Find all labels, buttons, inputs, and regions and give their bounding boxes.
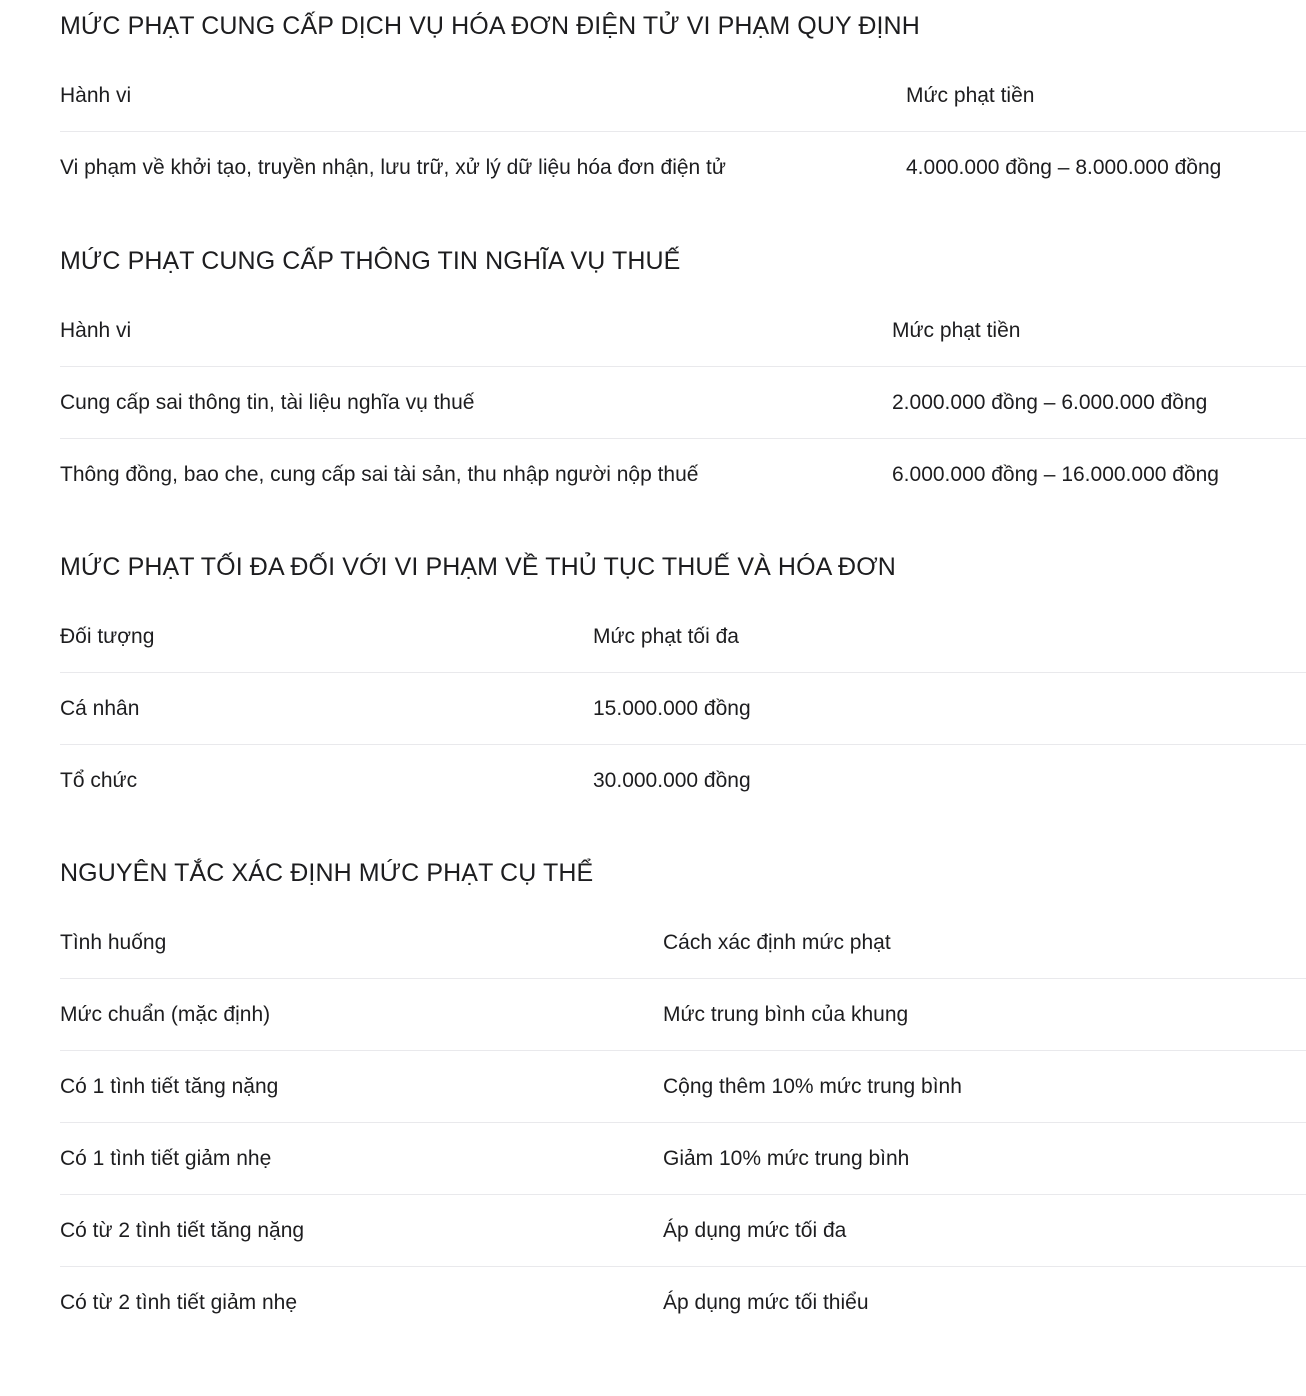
column-header: Hành vi [60,319,132,342]
table-cell: Thông đồng, bao che, cung cấp sai tài sản, thu nhập người nộp thuế [60,463,699,486]
table-cell: Có từ 2 tình tiết giảm nhẹ [60,1291,298,1314]
penalty-table [60,295,1306,510]
section-title: MỨC PHẠT CUNG CẤP THÔNG TIN NGHĨA VỤ THUẾ [60,247,681,275]
table-cell: Có 1 tình tiết tăng nặng [60,1075,279,1098]
table-header-row [60,601,1306,672]
section-title: MỨC PHẠT TỐI ĐA ĐỐI VỚI VI PHẠM VỀ THỦ TỤC THUẾ VÀ HÓA ĐƠN [60,553,896,581]
table-cell: Giảm 10% mức trung bình [663,1147,910,1170]
table-row [60,366,1306,438]
table-cell: 4.000.000 đồng – 8.000.000 đồng [906,156,1222,179]
column-header: Đối tượng [60,625,155,648]
section-title: NGUYÊN TẮC XÁC ĐỊNH MỨC PHẠT CỤ THỂ [60,859,594,887]
column-header: Mức phạt tiền [906,84,1035,107]
table-cell: Áp dụng mức tối đa [663,1219,847,1242]
section-title: MỨC PHẠT CUNG CẤP DỊCH VỤ HÓA ĐƠN ĐIỆN TỬ VI PHẠM QUY ĐỊNH [60,12,920,40]
column-header: Mức phạt tiền [892,319,1021,342]
table-cell: 6.000.000 đồng – 16.000.000 đồng [892,463,1219,486]
penalty-table [60,60,1306,203]
table-row [60,1050,1306,1122]
column-header: Hành vi [60,84,132,107]
table-cell: 2.000.000 đồng – 6.000.000 đồng [892,391,1208,414]
table-cell: Áp dụng mức tối thiểu [663,1291,869,1314]
table-cell: 15.000.000 đồng [593,697,751,720]
table-cell: Cá nhân [60,697,140,720]
table-header-row [60,60,1306,131]
table-cell: Mức trung bình của khung [663,1003,909,1026]
table-header-row [60,907,1306,978]
table-cell: 30.000.000 đồng [593,769,751,792]
penalty-table [60,601,1306,816]
table-row [60,978,1306,1050]
table-cell: Tổ chức [60,769,138,792]
table-header-row [60,295,1306,366]
table-row [60,1266,1306,1338]
table-cell: Cộng thêm 10% mức trung bình [663,1075,962,1098]
table-cell: Có 1 tình tiết giảm nhẹ [60,1147,272,1170]
table-row [60,438,1306,510]
table-cell: Có từ 2 tình tiết tăng nặng [60,1219,305,1242]
penalty-table [60,907,1306,1338]
column-header: Tình huống [60,931,167,954]
column-header: Cách xác định mức phạt [663,931,891,954]
table-cell: Vi phạm về khởi tạo, truyền nhận, lưu trữ, xử lý dữ liệu hóa đơn điện tử [60,156,726,179]
table-row [60,672,1306,744]
column-header: Mức phạt tối đa [593,625,739,648]
table-cell: Cung cấp sai thông tin, tài liệu nghĩa vụ thuế [60,391,475,414]
table-cell: Mức chuẩn (mặc định) [60,1003,271,1026]
table-row [60,1122,1306,1194]
table-row [60,131,1306,203]
table-row [60,1194,1306,1266]
table-row [60,744,1306,816]
